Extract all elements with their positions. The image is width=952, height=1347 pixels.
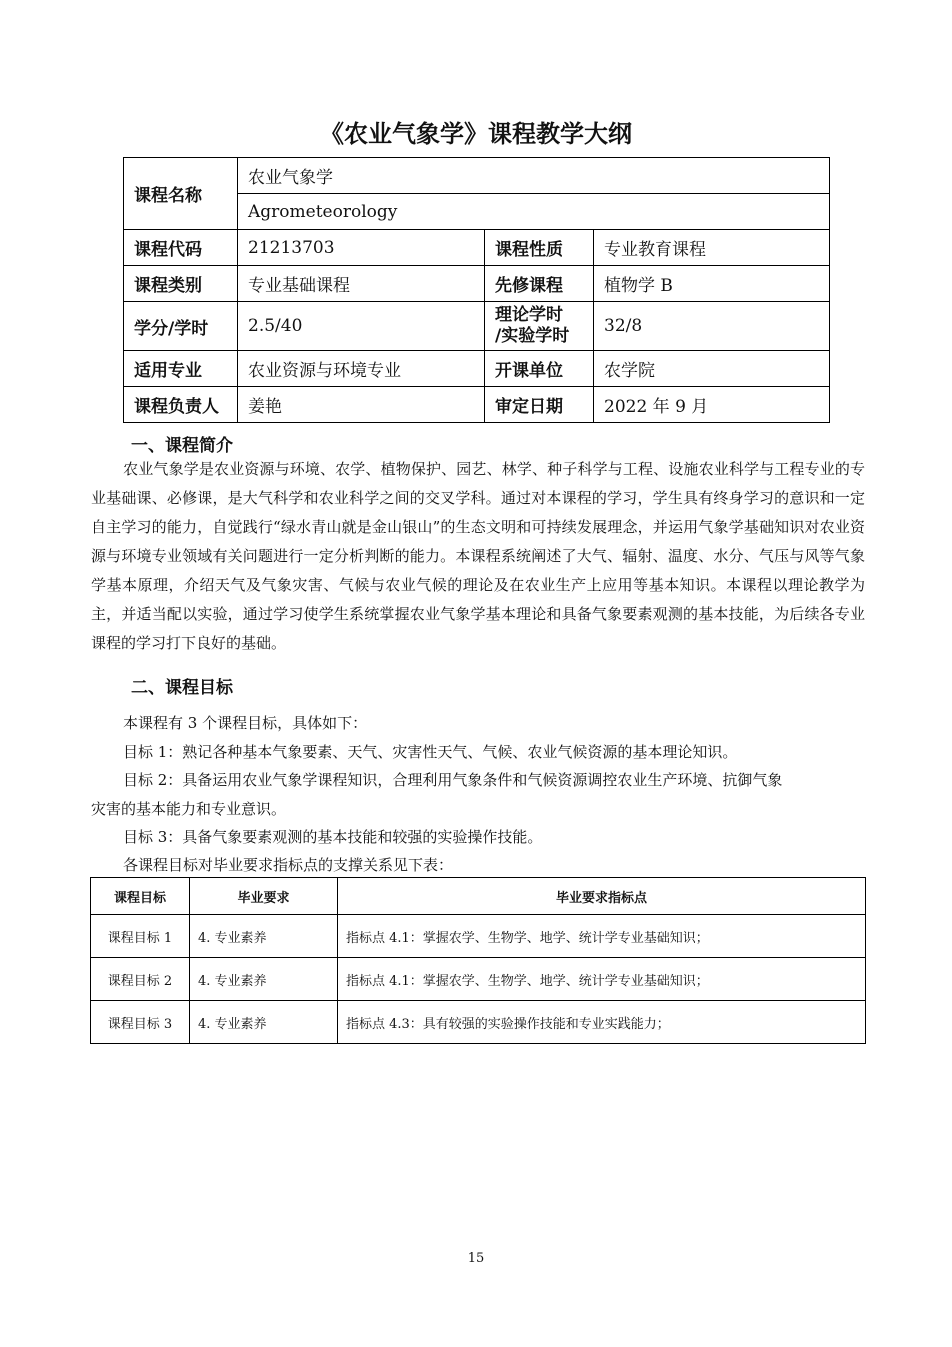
hours-label-line1: 理论学时 [495,305,563,325]
hours: 32/8 [594,302,830,351]
course-nature: 专业教育课程 [594,230,830,266]
goal-1: 目标 1：熟记各种基本气象要素、天气、灾害性天气、气候、农业气候资源的基本理论知识。 [123,743,738,761]
section1-text: 农业气象学是农业资源与环境、农学、植物保护、园艺、林学、种子科学与工程、设施农业科学与工程专业的专业基础课、必修课，是大气科学和农业科学之间的交叉学科。通过对本课程的学习，学生具有终身学习的意识和一定自主学习的能力，自觉践行“绿水青山就是金山银山”的生态文明和可持续发展理念，并运用气象学基础知识对农业资源与环境专业领域有关问题进行一定分析判断的能力。本课程系统阐述了大气、辐射、温度、水分、气压与风等气象学基本原理，介绍天气及气象灾害、气候与农业气候的理论及在农业生产上应用等基本知识。本课程以理论教学为主，并适当配以实验，通过学习使学生系统掌握农业气象学基本理论和具备气象要素观测的基本技能，为后续各专业课程的学习打下良好的基础。 [91,460,865,652]
unit-label: 开课单位 [485,351,594,387]
credit-label: 学分/学时 [124,302,238,351]
prereq-label: 先修课程 [485,266,594,302]
course-name-label: 课程名称 [124,158,238,230]
credit: 2.5/40 [238,302,485,351]
unit: 农学院 [594,351,830,387]
section1-paragraph [91,455,865,658]
major: 农业资源与环境专业 [238,351,485,387]
table-row [91,915,866,958]
course-name-cn: 农业气象学 [238,158,830,194]
date-label: 审定日期 [485,387,594,423]
table-row [91,1001,866,1044]
indicator-cell: 指标点 4.1：掌握农学、生物学、地学、统计学专业基础知识； [338,958,866,1001]
table-intro: 各课程目标对毕业要求指标点的支撑关系见下表： [123,856,454,874]
page-number: 15 [467,1251,485,1266]
goal-3: 目标 3：具备气象要素观测的基本技能和较强的实验操作技能。 [123,828,543,846]
hours-label-line2: /实验学时 [495,326,570,346]
section2-heading: 二、课程目标 [131,678,233,698]
course-nature-label: 课程性质 [485,230,594,266]
indicator-cell: 指标点 4.3：具有较强的实验操作技能和专业实践能力； [338,1001,866,1044]
date: 2022 年 9 月 [594,387,830,423]
course-category-label: 课程类别 [124,266,238,302]
course-info-table [123,157,830,423]
goals-table [90,877,866,1044]
course-code: 21213703 [238,230,485,266]
course-name-en: Agrometeorology [238,194,830,230]
table-row [91,958,866,1001]
goals-header-requirement: 毕业要求 [190,878,338,915]
goals-intro: 本课程有 3 个课程目标，具体如下： [123,714,368,732]
goal-cell: 课程目标 1 [91,915,190,958]
major-label: 适用专业 [124,351,238,387]
requirement-cell: 4. 专业素养 [190,915,338,958]
goal-cell: 课程目标 2 [91,958,190,1001]
course-category: 专业基础课程 [238,266,485,302]
goals-header-indicator: 毕业要求指标点 [338,878,866,915]
document-title: 《农业气象学》课程教学大纲 [320,120,632,148]
goal-2-line2: 灾害的基本能力和专业意识。 [91,800,287,818]
requirement-cell: 4. 专业素养 [190,958,338,1001]
section1-heading: 一、课程简介 [131,436,233,456]
indicator-cell: 指标点 4.1：掌握农学、生物学、地学、统计学专业基础知识； [338,915,866,958]
goals-header-goal: 课程目标 [91,878,190,915]
hours-label [485,302,594,351]
lead-label: 课程负责人 [124,387,238,423]
course-code-label: 课程代码 [124,230,238,266]
prereq: 植物学 B [594,266,830,302]
goal-2-line1: 目标 2：具备运用农业气象学课程知识，合理利用气象条件和气候资源调控农业生产环境、抗御气象 [123,771,783,789]
goal-cell: 课程目标 3 [91,1001,190,1044]
requirement-cell: 4. 专业素养 [190,1001,338,1044]
lead: 姜艳 [238,387,485,423]
